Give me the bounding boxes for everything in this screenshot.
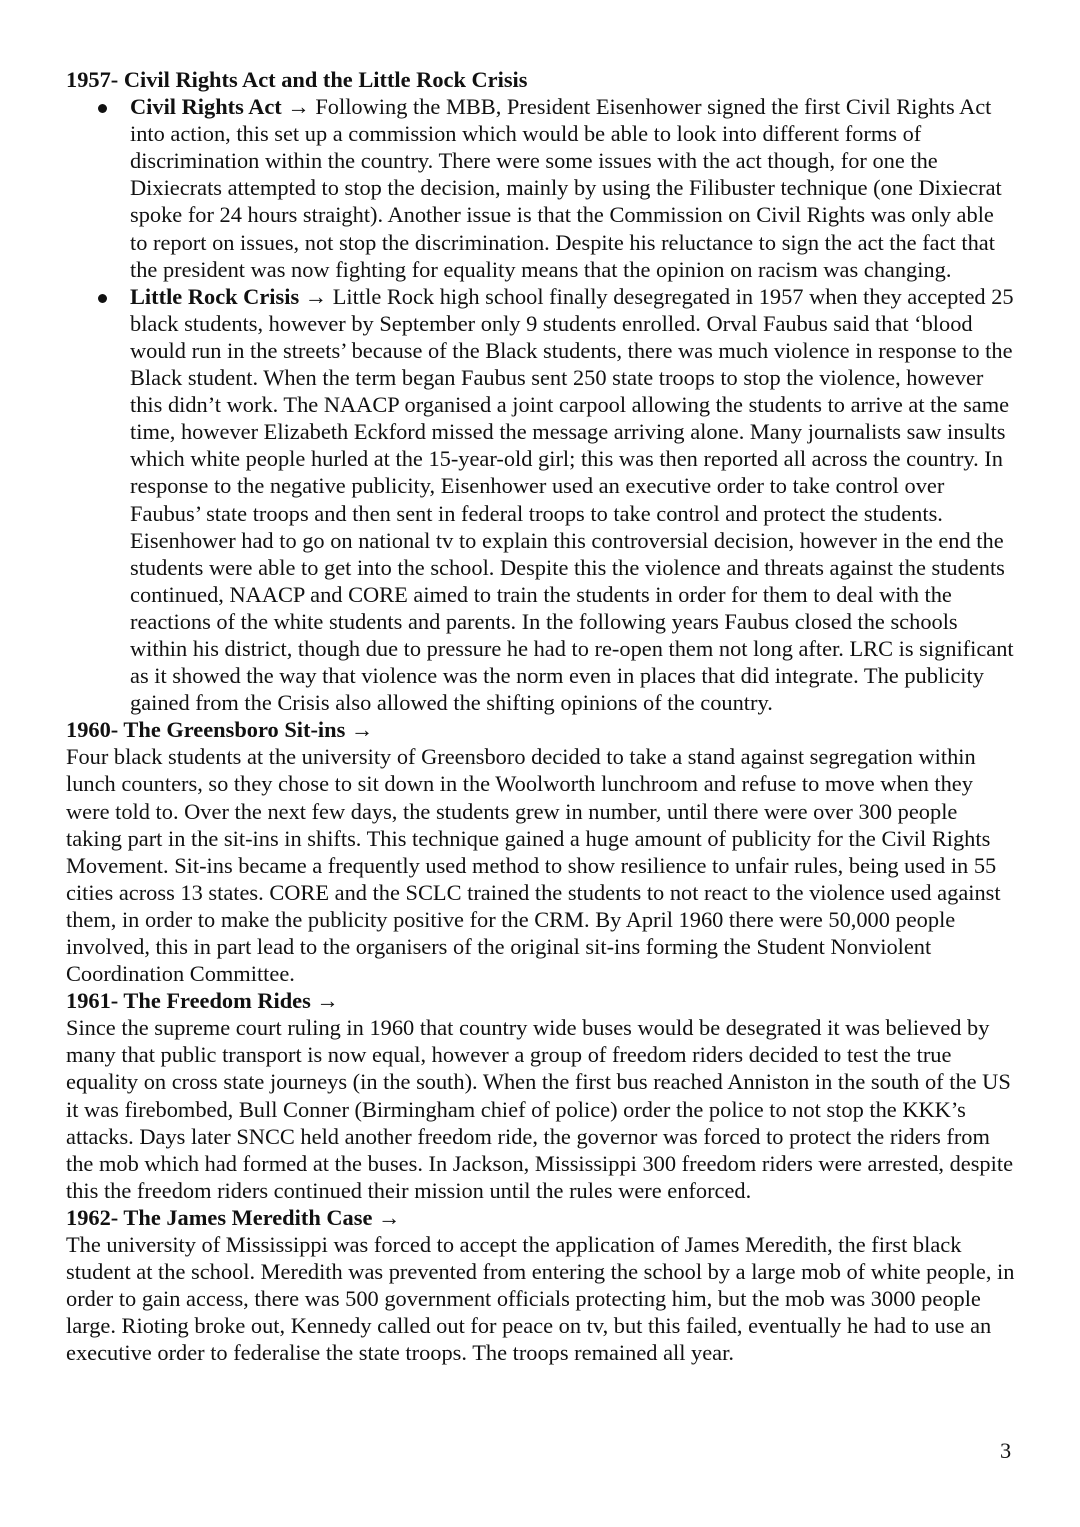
page-content — [66, 66, 1016, 1367]
bullet-little-rock-crisis — [66, 283, 1016, 717]
bullet-text: Following the MBB, President Eisenhower signed the first Civil Rights Act into action, this set up a commission which would be able to look into different forms of discrimination within the country. There were some issues with the act though, for one the Dixiecrats attempted to stop the decision, mainly by using the Filibuster technique (one Dixiecrat spoke for 24 hours straight). Another issue is that the Commission on Civil Rights was only able to report on issues, not stop the discrimination. Despite his reluctance to sign the act the fact that the president was now fighting for equality means that the opinion on racism was changing. — [130, 94, 1002, 282]
section-heading-civil-rights-act: 1957- Civil Rights Act and the Little Rock Crisis — [66, 67, 528, 92]
section-heading-james-meredith: 1962- The James Meredith Case → — [66, 1204, 401, 1230]
section-text-freedom-rides: Since the supreme court ruling in 1960 that country wide buses would be desegrated it was believed by many that public transport is now equal, however a group of freedom riders decided to test the true equality on cross state journeys (in the south). When the first bus reached Anniston in the south of the US it was firebombed, Bull Conner (Birmingham chief of police) order the police to not stop the KKK’s attacks. Days later SNCC held another freedom ride, the governor was forced to protect the riders from the mob which had formed at the buses. In Jackson, Mississippi 300 freedom riders were arrested, despite this the freedom riders continued their mission until the rules were enforced. — [66, 1015, 1014, 1203]
section-text-greensboro: Four black students at the university of Greensboro decided to take a stand against segregation within lunch counters, so they chose to sit down in the Woolworth lunchroom and refuse to move when they were told to. Over the next few days, the students grew in number, until there were over 300 people taking part in the sit-ins in shifts. This technique gained a huge amount of publicity for the Civil Rights Movement. Sit-ins became a frequently used method to show resilience to unfair rules, being used in 55 cities across 13 states. CORE and the SCLC trained the students to not react to the violence used against them, in order to make the publicity positive for the CRM. By April 1960 there were 50,000 people involved, this in part lead to the organisers of the original sit-ins forming the Student Nonviolent Coordination Committee. — [66, 744, 1001, 987]
section-text-james-meredith: The university of Mississippi was forced to accept the application of James Meredith, the first black student at the school. Meredith was prevented from entering the school by a large mob of white people, in order to gain access, there was 500 government officials protecting him, but the mob was 3000 people large. Rioting broke out, Kennedy called out for peace on tv, but this failed, eventually he had to use an executive order to federalise the state troops. The troops remained all year. — [66, 1232, 1015, 1366]
bullet-icon — [98, 294, 107, 303]
section-heading-greensboro: 1960- The Greensboro Sit-ins → — [66, 717, 374, 743]
bullet-civil-rights-act — [66, 93, 1016, 283]
bullet-list — [66, 93, 1016, 716]
section-heading-freedom-rides: 1961- The Freedom Rides → — [66, 988, 339, 1014]
bullet-icon — [98, 104, 107, 113]
bullet-text: Little Rock high school finally desegregated in 1957 when they accepted 25 black students, however by September only 9 students enrolled. Orval Faubus said that ‘blood would run in the streets’ because of the Black students, there was much violence in response to the Black student. When the term began Faubus sent 250 state troops to stop the violence, however this didn’t work. The NAACP organised a joint carpool allowing the students to arrive at the same time, however Elizabeth Eckford missed the message arriving alone. Many journalists saw insults which white people hurled at the 15-year-old girl; this was then reported all across the country. In response to the negative publicity, Eisenhower used an executive order to take control over Faubus’ state troops and then sent in federal troops to take control and protect the students. Eisenhower had to go on national tv to explain this controversial decision, however in the end the students were able to get into the school. Despite this the violence and threats against the students continued, NAACP and CORE aimed to train the students in order for them to deal with the reactions of the white students and parents. In the following years Faubus closed the schools within his district, though due to pressure he had to re-open them not long after. LRC is significant as it showed the way that violence was the norm even in places that did integrate. The publicity gained from the Crisis also allowed the shifting opinions of the country. — [130, 283, 1014, 716]
page-number: 3 — [1000, 1438, 1012, 1463]
bullet-term: Little Rock Crisis → — [130, 283, 328, 309]
bullet-term: Civil Rights Act → — [130, 94, 310, 120]
